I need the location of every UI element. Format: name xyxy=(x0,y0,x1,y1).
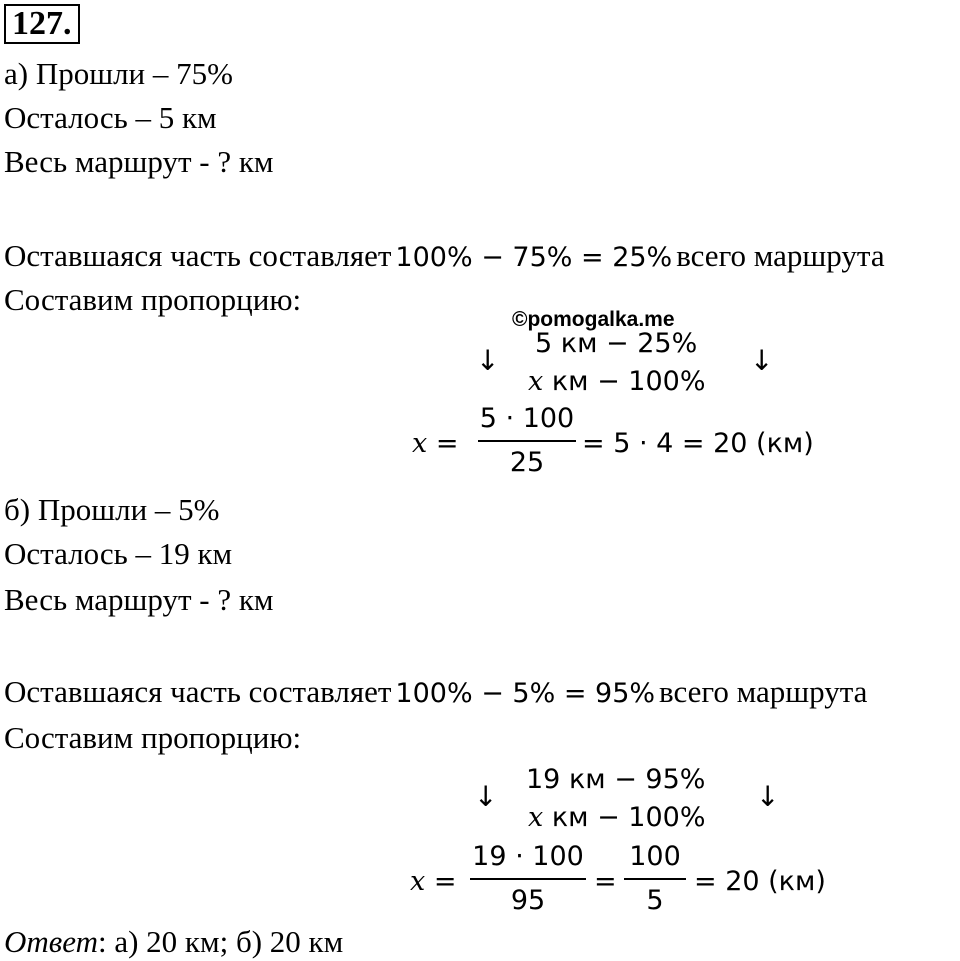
part-a-remain-sentence xyxy=(4,240,885,271)
part-b-remaining: Осталось – 19 км xyxy=(4,536,233,571)
part-b-remain-text: Оставшаяся часть составляет xyxy=(4,674,392,709)
part-a-remain-text: Оставшаяся часть составляет xyxy=(4,238,392,273)
part-b-prop-var: x xyxy=(528,802,544,833)
part-b-remain-expr: 100% − 5% = 95% xyxy=(395,678,656,709)
part-b-arrow-right-icon: ↓ xyxy=(756,780,780,813)
part-a-arrow-left-icon: ↓ xyxy=(476,344,500,377)
part-b-frac1-denominator: 95 xyxy=(510,885,546,916)
part-b-frac2-bar xyxy=(624,878,686,880)
part-a-prop-var: x xyxy=(528,366,544,397)
part-a-frac-bar xyxy=(478,440,576,442)
problem-number: 127. xyxy=(4,4,80,44)
part-b-remain-sentence xyxy=(4,676,867,707)
part-a-prop-row1: 5 км − 25% xyxy=(535,328,698,359)
part-b-eq-mid: = xyxy=(594,866,617,897)
part-a-fraction xyxy=(478,404,576,478)
answer-line xyxy=(4,926,343,957)
part-a-passed: а) Прошли – 75% xyxy=(4,56,233,91)
part-a-prop-row2 xyxy=(528,368,705,395)
part-b-arrow-left-icon: ↓ xyxy=(474,780,498,813)
part-a-proportion-label: Составим пропорцию: xyxy=(4,282,302,317)
part-b-eq-var: x xyxy=(410,866,426,897)
part-a-eq-lhs xyxy=(412,430,458,457)
part-b-frac2-numerator: 100 xyxy=(629,841,681,872)
part-b-proportion-label: Составим пропорцию: xyxy=(4,720,302,755)
part-b-prop-row2 xyxy=(528,804,705,831)
part-b-fraction-2 xyxy=(624,842,686,916)
part-a-frac-denominator: 25 xyxy=(509,447,545,478)
part-a-remaining: Осталось – 5 км xyxy=(4,100,217,135)
part-b-prop-row2-text: км − 100% xyxy=(543,802,706,833)
part-b-remain-tail: всего маршрута xyxy=(659,674,868,709)
part-b-eq-sign: = xyxy=(433,866,457,897)
part-a-total-question: Весь маршрут - ? км xyxy=(4,144,274,179)
part-a-arrow-right-icon: ↓ xyxy=(750,344,774,377)
part-b-frac2-denominator: 5 xyxy=(646,885,664,916)
answer-text: : а) 20 км; б) 20 км xyxy=(97,924,344,959)
part-b-fraction-1 xyxy=(470,842,586,916)
part-a-prop-row2-text: км − 100% xyxy=(543,366,706,397)
part-b-total-question: Весь маршрут - ? км xyxy=(4,582,274,617)
part-a-remain-tail: всего маршрута xyxy=(676,238,885,273)
part-a-eq-var: x xyxy=(412,428,428,459)
part-a-eq-sign: = xyxy=(435,428,459,459)
part-a-frac-numerator: 5 ⋅ 100 xyxy=(479,403,575,434)
part-b-frac1-numerator: 19 ⋅ 100 xyxy=(472,841,584,872)
part-a-remain-expr: 100% − 75% = 25% xyxy=(395,242,673,273)
part-b-prop-row1: 19 км − 95% xyxy=(526,764,706,795)
watermark: ©pomogalka.me xyxy=(512,308,675,331)
answer-label: Ответ xyxy=(4,924,98,959)
part-b-eq-rest: = 20 (км) xyxy=(694,866,826,897)
part-b-passed: б) Прошли – 5% xyxy=(4,492,220,527)
part-a-eq-rest: = 5 ⋅ 4 = 20 (км) xyxy=(582,428,814,459)
part-b-eq-lhs xyxy=(410,868,456,895)
part-b-frac1-bar xyxy=(470,878,586,880)
